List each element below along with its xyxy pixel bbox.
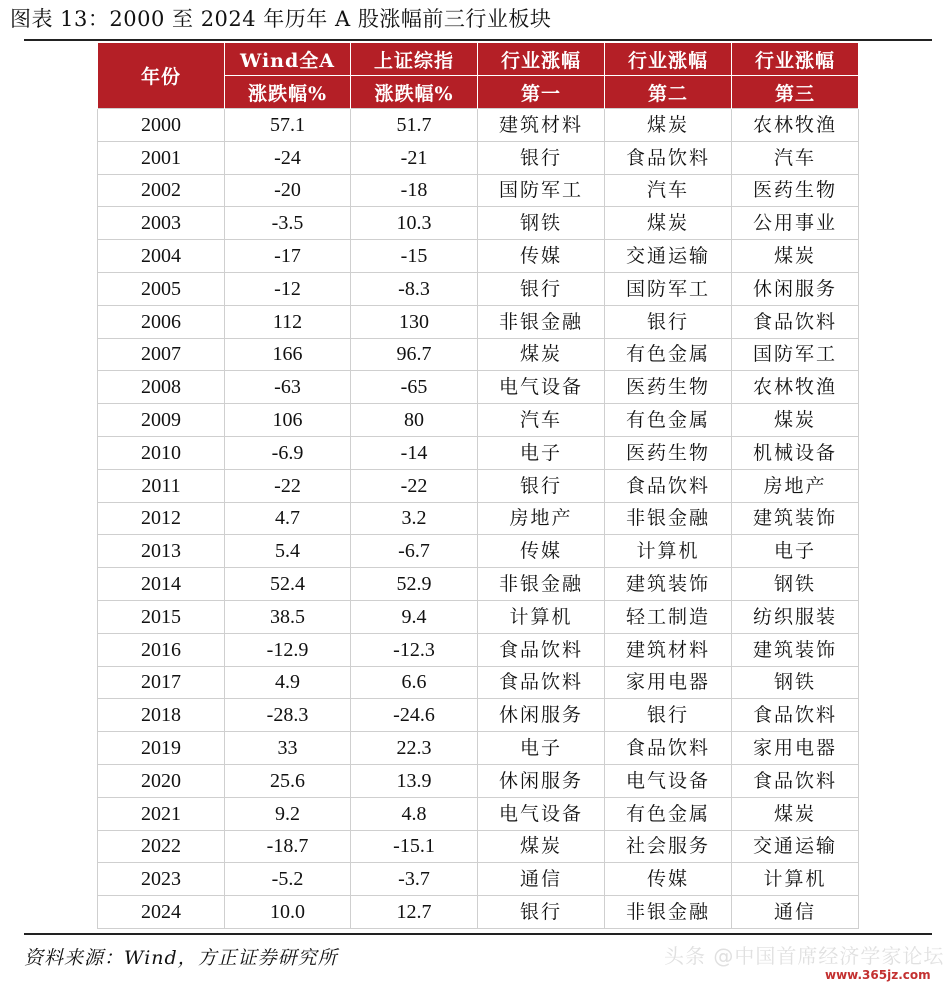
cell-industry-third: 建筑装饰 (732, 502, 859, 535)
cell-industry-first: 国防军工 (478, 174, 605, 207)
cell-sh-change: -65 (351, 371, 478, 404)
cell-industry-third: 食品饮料 (732, 764, 859, 797)
cell-industry-second: 银行 (605, 699, 732, 732)
cell-wind-change: 4.9 (225, 666, 351, 699)
header-ind2-bottom: 第二 (605, 76, 732, 109)
cell-wind-change: -22 (225, 469, 351, 502)
table-row (98, 109, 859, 142)
table-row (98, 305, 859, 338)
data-table (97, 43, 859, 929)
table-row (98, 699, 859, 732)
cell-sh-change: 9.4 (351, 600, 478, 633)
page-title: 图表 13：2000 至 2024 年历年 A 股涨幅前三行业板块 (10, 7, 552, 31)
cell-industry-second: 国防军工 (605, 272, 732, 305)
cell-wind-change: -18.7 (225, 830, 351, 863)
table-row (98, 371, 859, 404)
cell-year: 2017 (98, 666, 225, 699)
cell-wind-change: -24 (225, 141, 351, 174)
cell-industry-first: 房地产 (478, 502, 605, 535)
table-row (98, 764, 859, 797)
cell-sh-change: 6.6 (351, 666, 478, 699)
cell-industry-second: 传媒 (605, 863, 732, 896)
cell-industry-first: 通信 (478, 863, 605, 896)
cell-wind-change: 9.2 (225, 797, 351, 830)
table-row (98, 207, 859, 240)
header-sh-top: 上证综指 (351, 43, 478, 76)
table-row (98, 535, 859, 568)
cell-industry-third: 食品饮料 (732, 699, 859, 732)
cell-industry-third: 机械设备 (732, 436, 859, 469)
cell-industry-first: 煤炭 (478, 830, 605, 863)
cell-sh-change: -8.3 (351, 272, 478, 305)
cell-industry-third: 煤炭 (732, 797, 859, 830)
header-wind-bottom: 涨跌幅% (225, 76, 351, 109)
cell-industry-third: 计算机 (732, 863, 859, 896)
cell-industry-third: 电子 (732, 535, 859, 568)
cell-wind-change: -12 (225, 272, 351, 305)
cell-industry-second: 非银金融 (605, 896, 732, 929)
cell-industry-second: 家用电器 (605, 666, 732, 699)
cell-year: 2023 (98, 863, 225, 896)
table-row (98, 830, 859, 863)
cell-industry-first: 休闲服务 (478, 764, 605, 797)
cell-year: 2012 (98, 502, 225, 535)
cell-industry-third: 医药生物 (732, 174, 859, 207)
header-ind1-bottom: 第一 (478, 76, 605, 109)
cell-industry-second: 建筑装饰 (605, 568, 732, 601)
cell-industry-third: 钢铁 (732, 568, 859, 601)
table-row (98, 797, 859, 830)
table-row (98, 863, 859, 896)
cell-industry-second: 有色金属 (605, 404, 732, 437)
cell-industry-first: 传媒 (478, 240, 605, 273)
cell-sh-change: 22.3 (351, 732, 478, 765)
cell-year: 2021 (98, 797, 225, 830)
cell-industry-first: 电气设备 (478, 797, 605, 830)
cell-industry-second: 煤炭 (605, 207, 732, 240)
cell-industry-first: 非银金融 (478, 568, 605, 601)
table-row (98, 174, 859, 207)
cell-industry-third: 农林牧渔 (732, 109, 859, 142)
cell-industry-third: 煤炭 (732, 240, 859, 273)
cell-year: 2018 (98, 699, 225, 732)
cell-sh-change: 10.3 (351, 207, 478, 240)
header-row-top (98, 43, 859, 76)
cell-industry-second: 非银金融 (605, 502, 732, 535)
cell-sh-change: -18 (351, 174, 478, 207)
header-ind3-top: 行业涨幅 (732, 43, 859, 76)
cell-sh-change: -15.1 (351, 830, 478, 863)
table-row (98, 502, 859, 535)
cell-year: 2004 (98, 240, 225, 273)
header-year: 年份 (98, 43, 225, 109)
cell-industry-third: 煤炭 (732, 404, 859, 437)
cell-industry-first: 休闲服务 (478, 699, 605, 732)
cell-year: 2015 (98, 600, 225, 633)
header-ind1-top: 行业涨幅 (478, 43, 605, 76)
cell-year: 2001 (98, 141, 225, 174)
cell-wind-change: 52.4 (225, 568, 351, 601)
table-row (98, 600, 859, 633)
cell-sh-change: -24.6 (351, 699, 478, 732)
header-ind3-bottom: 第三 (732, 76, 859, 109)
table-header (98, 43, 859, 109)
cell-industry-first: 电气设备 (478, 371, 605, 404)
cell-wind-change: 112 (225, 305, 351, 338)
cell-wind-change: 25.6 (225, 764, 351, 797)
cell-wind-change: -3.5 (225, 207, 351, 240)
table-row (98, 240, 859, 273)
cell-industry-second: 食品饮料 (605, 469, 732, 502)
cell-sh-change: -21 (351, 141, 478, 174)
table-row (98, 404, 859, 437)
cell-industry-third: 交通运输 (732, 830, 859, 863)
cell-industry-second: 银行 (605, 305, 732, 338)
cell-industry-third: 通信 (732, 896, 859, 929)
cell-industry-second: 交通运输 (605, 240, 732, 273)
cell-sh-change: 4.8 (351, 797, 478, 830)
cell-industry-third: 房地产 (732, 469, 859, 502)
cell-year: 2010 (98, 436, 225, 469)
cell-sh-change: -12.3 (351, 633, 478, 666)
cell-wind-change: 33 (225, 732, 351, 765)
cell-industry-second: 有色金属 (605, 797, 732, 830)
cell-wind-change: 5.4 (225, 535, 351, 568)
cell-industry-second: 煤炭 (605, 109, 732, 142)
cell-industry-second: 医药生物 (605, 371, 732, 404)
cell-industry-third: 建筑装饰 (732, 633, 859, 666)
cell-industry-second: 医药生物 (605, 436, 732, 469)
footer-divider (24, 933, 932, 935)
cell-industry-third: 钢铁 (732, 666, 859, 699)
cell-industry-second: 食品饮料 (605, 141, 732, 174)
cell-industry-third: 国防军工 (732, 338, 859, 371)
cell-industry-first: 传媒 (478, 535, 605, 568)
cell-industry-second: 电气设备 (605, 764, 732, 797)
cell-wind-change: 106 (225, 404, 351, 437)
table-row (98, 436, 859, 469)
table-row (98, 469, 859, 502)
cell-year: 2008 (98, 371, 225, 404)
cell-sh-change: 52.9 (351, 568, 478, 601)
cell-sh-change: 12.7 (351, 896, 478, 929)
cell-year: 2011 (98, 469, 225, 502)
table-row (98, 568, 859, 601)
table-row (98, 896, 859, 929)
cell-wind-change: -20 (225, 174, 351, 207)
cell-industry-second: 有色金属 (605, 338, 732, 371)
cell-year: 2020 (98, 764, 225, 797)
cell-sh-change: 96.7 (351, 338, 478, 371)
watermark-url: www.365jz.com (825, 968, 931, 982)
cell-industry-first: 银行 (478, 141, 605, 174)
source-note: 资料来源：Wind，方正证券研究所 (24, 947, 338, 969)
cell-sh-change: -22 (351, 469, 478, 502)
cell-year: 2024 (98, 896, 225, 929)
cell-industry-second: 建筑材料 (605, 633, 732, 666)
cell-industry-third: 农林牧渔 (732, 371, 859, 404)
cell-industry-first: 电子 (478, 436, 605, 469)
cell-sh-change: -3.7 (351, 863, 478, 896)
cell-year: 2007 (98, 338, 225, 371)
cell-industry-first: 银行 (478, 272, 605, 305)
table-row (98, 732, 859, 765)
header-sh-bottom: 涨跌幅% (351, 76, 478, 109)
cell-year: 2013 (98, 535, 225, 568)
cell-wind-change: 4.7 (225, 502, 351, 535)
cell-sh-change: -14 (351, 436, 478, 469)
cell-wind-change: -6.9 (225, 436, 351, 469)
cell-sh-change: 3.2 (351, 502, 478, 535)
cell-year: 2022 (98, 830, 225, 863)
cell-industry-first: 汽车 (478, 404, 605, 437)
cell-industry-first: 银行 (478, 469, 605, 502)
cell-sh-change: -6.7 (351, 535, 478, 568)
header-ind2-top: 行业涨幅 (605, 43, 732, 76)
cell-sh-change: 80 (351, 404, 478, 437)
table-row (98, 666, 859, 699)
title-divider (24, 39, 932, 41)
cell-wind-change: -5.2 (225, 863, 351, 896)
cell-sh-change: 130 (351, 305, 478, 338)
table-row (98, 633, 859, 666)
table-row (98, 338, 859, 371)
cell-industry-third: 食品饮料 (732, 305, 859, 338)
cell-year: 2006 (98, 305, 225, 338)
cell-industry-third: 汽车 (732, 141, 859, 174)
cell-wind-change: 38.5 (225, 600, 351, 633)
table-body (98, 109, 859, 929)
cell-wind-change: -63 (225, 371, 351, 404)
cell-industry-third: 家用电器 (732, 732, 859, 765)
cell-industry-first: 计算机 (478, 600, 605, 633)
cell-industry-second: 食品饮料 (605, 732, 732, 765)
watermark: 头条 @中国首席经济学家论坛 (664, 944, 945, 968)
cell-year: 2014 (98, 568, 225, 601)
cell-industry-second: 计算机 (605, 535, 732, 568)
cell-wind-change: -28.3 (225, 699, 351, 732)
cell-industry-first: 煤炭 (478, 338, 605, 371)
cell-year: 2009 (98, 404, 225, 437)
cell-industry-second: 汽车 (605, 174, 732, 207)
cell-industry-first: 食品饮料 (478, 666, 605, 699)
cell-wind-change: -12.9 (225, 633, 351, 666)
header-wind-top: Wind全A (225, 43, 351, 76)
cell-year: 2003 (98, 207, 225, 240)
cell-industry-first: 银行 (478, 896, 605, 929)
table-row (98, 272, 859, 305)
table-row (98, 141, 859, 174)
cell-industry-second: 社会服务 (605, 830, 732, 863)
cell-year: 2000 (98, 109, 225, 142)
cell-sh-change: 13.9 (351, 764, 478, 797)
cell-sh-change: -15 (351, 240, 478, 273)
cell-industry-third: 纺织服装 (732, 600, 859, 633)
cell-wind-change: 10.0 (225, 896, 351, 929)
cell-year: 2005 (98, 272, 225, 305)
cell-wind-change: 57.1 (225, 109, 351, 142)
cell-year: 2019 (98, 732, 225, 765)
cell-industry-first: 建筑材料 (478, 109, 605, 142)
cell-year: 2002 (98, 174, 225, 207)
cell-industry-first: 电子 (478, 732, 605, 765)
cell-sh-change: 51.7 (351, 109, 478, 142)
cell-industry-third: 休闲服务 (732, 272, 859, 305)
cell-industry-second: 轻工制造 (605, 600, 732, 633)
cell-industry-first: 非银金融 (478, 305, 605, 338)
cell-industry-third: 公用事业 (732, 207, 859, 240)
cell-industry-first: 钢铁 (478, 207, 605, 240)
cell-wind-change: -17 (225, 240, 351, 273)
cell-wind-change: 166 (225, 338, 351, 371)
cell-industry-first: 食品饮料 (478, 633, 605, 666)
cell-year: 2016 (98, 633, 225, 666)
